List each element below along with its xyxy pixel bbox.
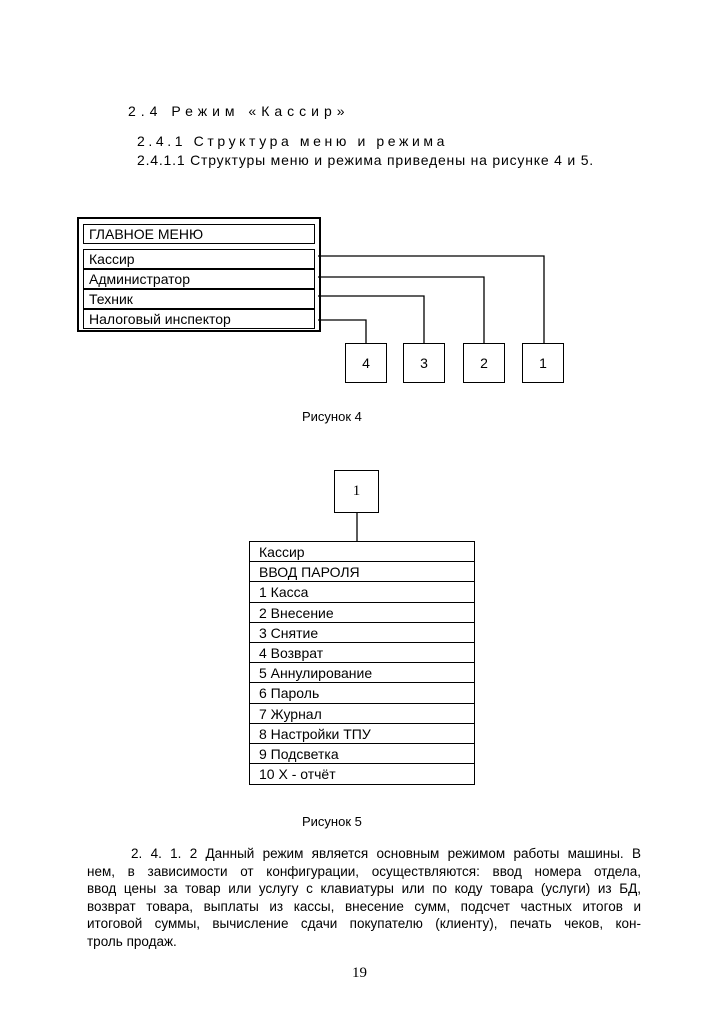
menu-item-administrator: Администратор — [83, 269, 315, 289]
body-line: возврат товара, выплаты из кассы, внесение сумм, подсчет частных итогов и — [87, 898, 641, 914]
connector-administrator — [318, 277, 484, 343]
list-item: 8 Настройки ТПУ — [250, 724, 474, 744]
intro-paragraph: 2.4.1.1 Структуры меню и режима приведены на рисунке 4 и 5. — [137, 152, 594, 168]
body-line: нем, в зависимости от конфигурации, осуществляются: ввод номера отдела, — [87, 863, 641, 879]
figure4-caption: Рисунок 4 — [302, 409, 362, 424]
list-item: 2 Внесение — [250, 603, 474, 623]
list-item: 10 Х - отчёт — [259, 766, 336, 783]
box-3: 3 — [403, 343, 445, 383]
main-menu-title: ГЛАВНОЕ МЕНЮ — [83, 224, 315, 244]
box-1: 1 — [522, 343, 564, 383]
body-line: троль продаж. — [87, 933, 177, 949]
body-line: итоговой суммы, вычисление сдачи покупателю (клиенту), печать чеков, кон- — [87, 916, 641, 932]
subsection-heading: 2.4.1 Структура меню и режима — [137, 133, 448, 149]
menu-item-technician: Техник — [83, 289, 315, 309]
list-item: ВВОД ПАРОЛЯ — [250, 562, 474, 582]
page-number: 19 — [352, 965, 367, 981]
list-item: 7 Журнал — [250, 704, 474, 724]
box-4: 4 — [345, 343, 387, 383]
connector-tax-inspector — [318, 320, 366, 343]
fig5-top-box: 1 — [334, 470, 379, 513]
connector-cashier — [318, 256, 544, 343]
box-2: 2 — [463, 343, 505, 383]
list-item: 4 Возврат — [250, 643, 474, 663]
list-item: Кассир — [250, 542, 474, 562]
list-item: 3 Снятие — [250, 623, 474, 643]
section-heading: 2.4 Режим «Кассир» — [128, 103, 350, 119]
body-line: ввод цены за товар или услугу с клавиатуры или по коду товара (услуги) из БД, — [87, 881, 641, 897]
figure5-caption: Рисунок 5 — [302, 814, 362, 829]
body-line: 2. 4. 1. 2 Данный режим является основным режимом работы машины. В — [131, 846, 641, 861]
list-item: 5 Аннулирование — [250, 663, 474, 683]
list-item: 9 Подсветка — [250, 744, 474, 764]
menu-item-tax-inspector: Налоговый инспектор — [83, 309, 315, 329]
list-item: 6 Пароль — [250, 683, 474, 703]
cashier-menu-list — [249, 541, 475, 785]
list-item: 1 Касса — [250, 582, 474, 602]
menu-item-cashier: Кассир — [83, 249, 315, 269]
body-paragraph — [87, 845, 641, 951]
